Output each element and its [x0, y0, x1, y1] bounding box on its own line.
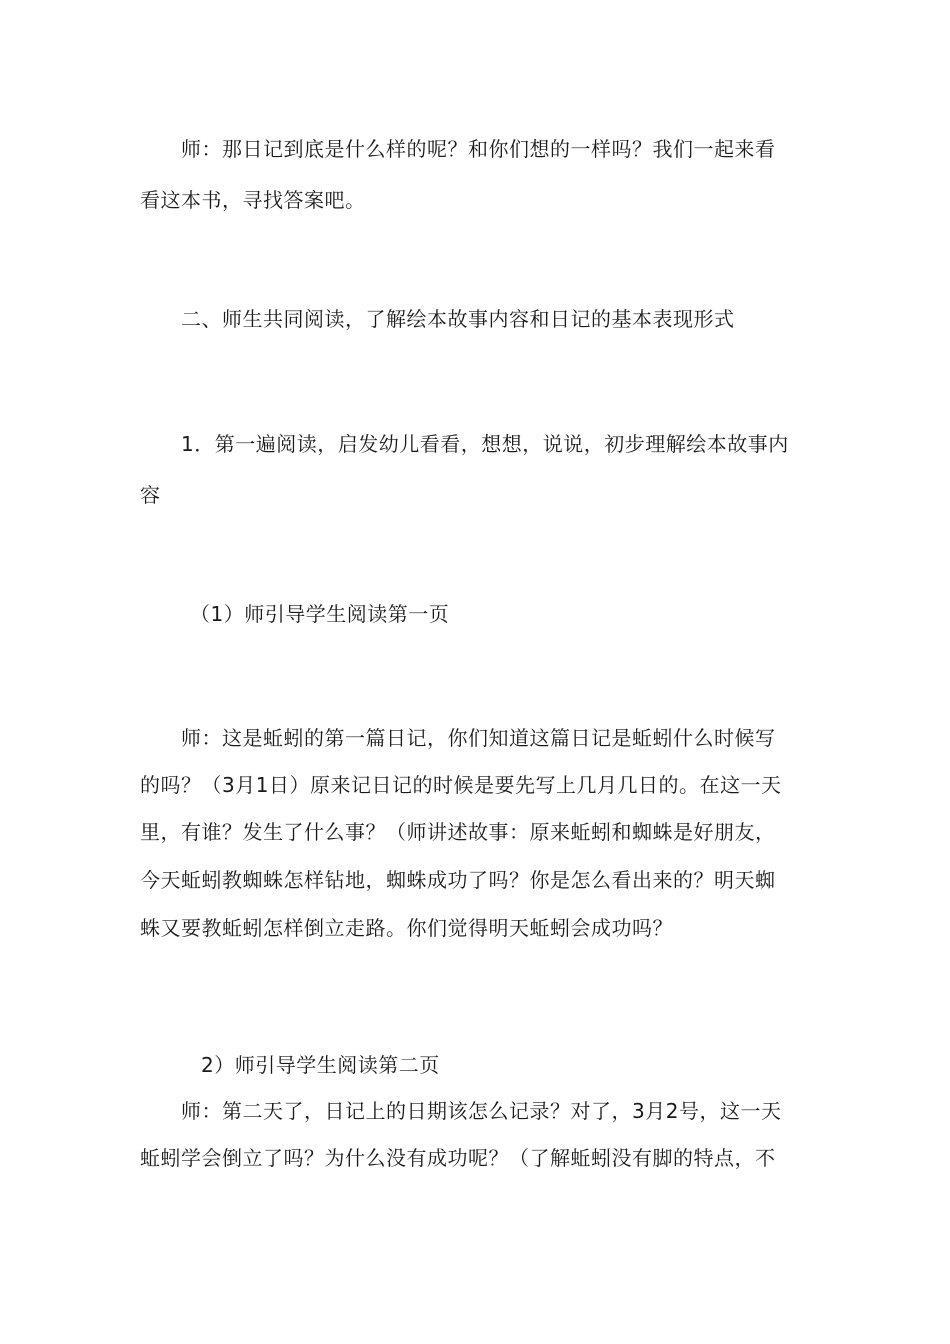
numbered-item-line-2: 容: [140, 483, 161, 507]
paragraph-line-7: 蛛又要教蚯蚓怎样倒立走路。你们觉得明天蚯蚓会成功吗？: [140, 916, 673, 940]
paragraph-line-1: 师：那日记到底是什么样的呢？和你们想的一样吗？我们一起来看: [181, 137, 776, 161]
section-heading: 二、师生共同阅读，了解绘本故事内容和日记的基本表现形式: [181, 307, 735, 331]
paragraph-line-4: 的吗？（3月1日）原来记日记的时候是要先写上几月几日的。在这一天: [140, 773, 782, 797]
paragraph-line-5: 里，有谁？发生了什么事？（师讲述故事：原来蚯蚓和蜘蛛是好朋友，: [140, 820, 776, 844]
numbered-item-line-1: 1．第一遍阅读，启发幼儿看看，想想，说说，初步理解绘本故事内: [181, 432, 789, 456]
paragraph-line-2: 看这本书，寻找答案吧。: [140, 188, 366, 212]
paragraph-line-6: 今天蚯蚓教蜘蛛怎样钻地，蜘蛛成功了吗？你是怎么看出来的？明天蜘: [140, 868, 776, 892]
paragraph-line-3: 师：这是蚯蚓的第一篇日记，你们知道这篇日记是蚯蚓什么时候写: [181, 726, 776, 750]
paragraph-line-9: 蚯蚓学会倒立了吗？为什么没有成功呢？（了解蚯蚓没有脚的特点，不: [140, 1146, 776, 1170]
subheading-page-one: （1）师引导学生阅读第一页: [190, 602, 450, 626]
paragraph-line-8: 师：第二天了，日记上的日期该怎么记录？对了，3月2号，这一天: [181, 1099, 782, 1123]
subheading-page-two: 2）师引导学生阅读第二页: [201, 1053, 440, 1077]
